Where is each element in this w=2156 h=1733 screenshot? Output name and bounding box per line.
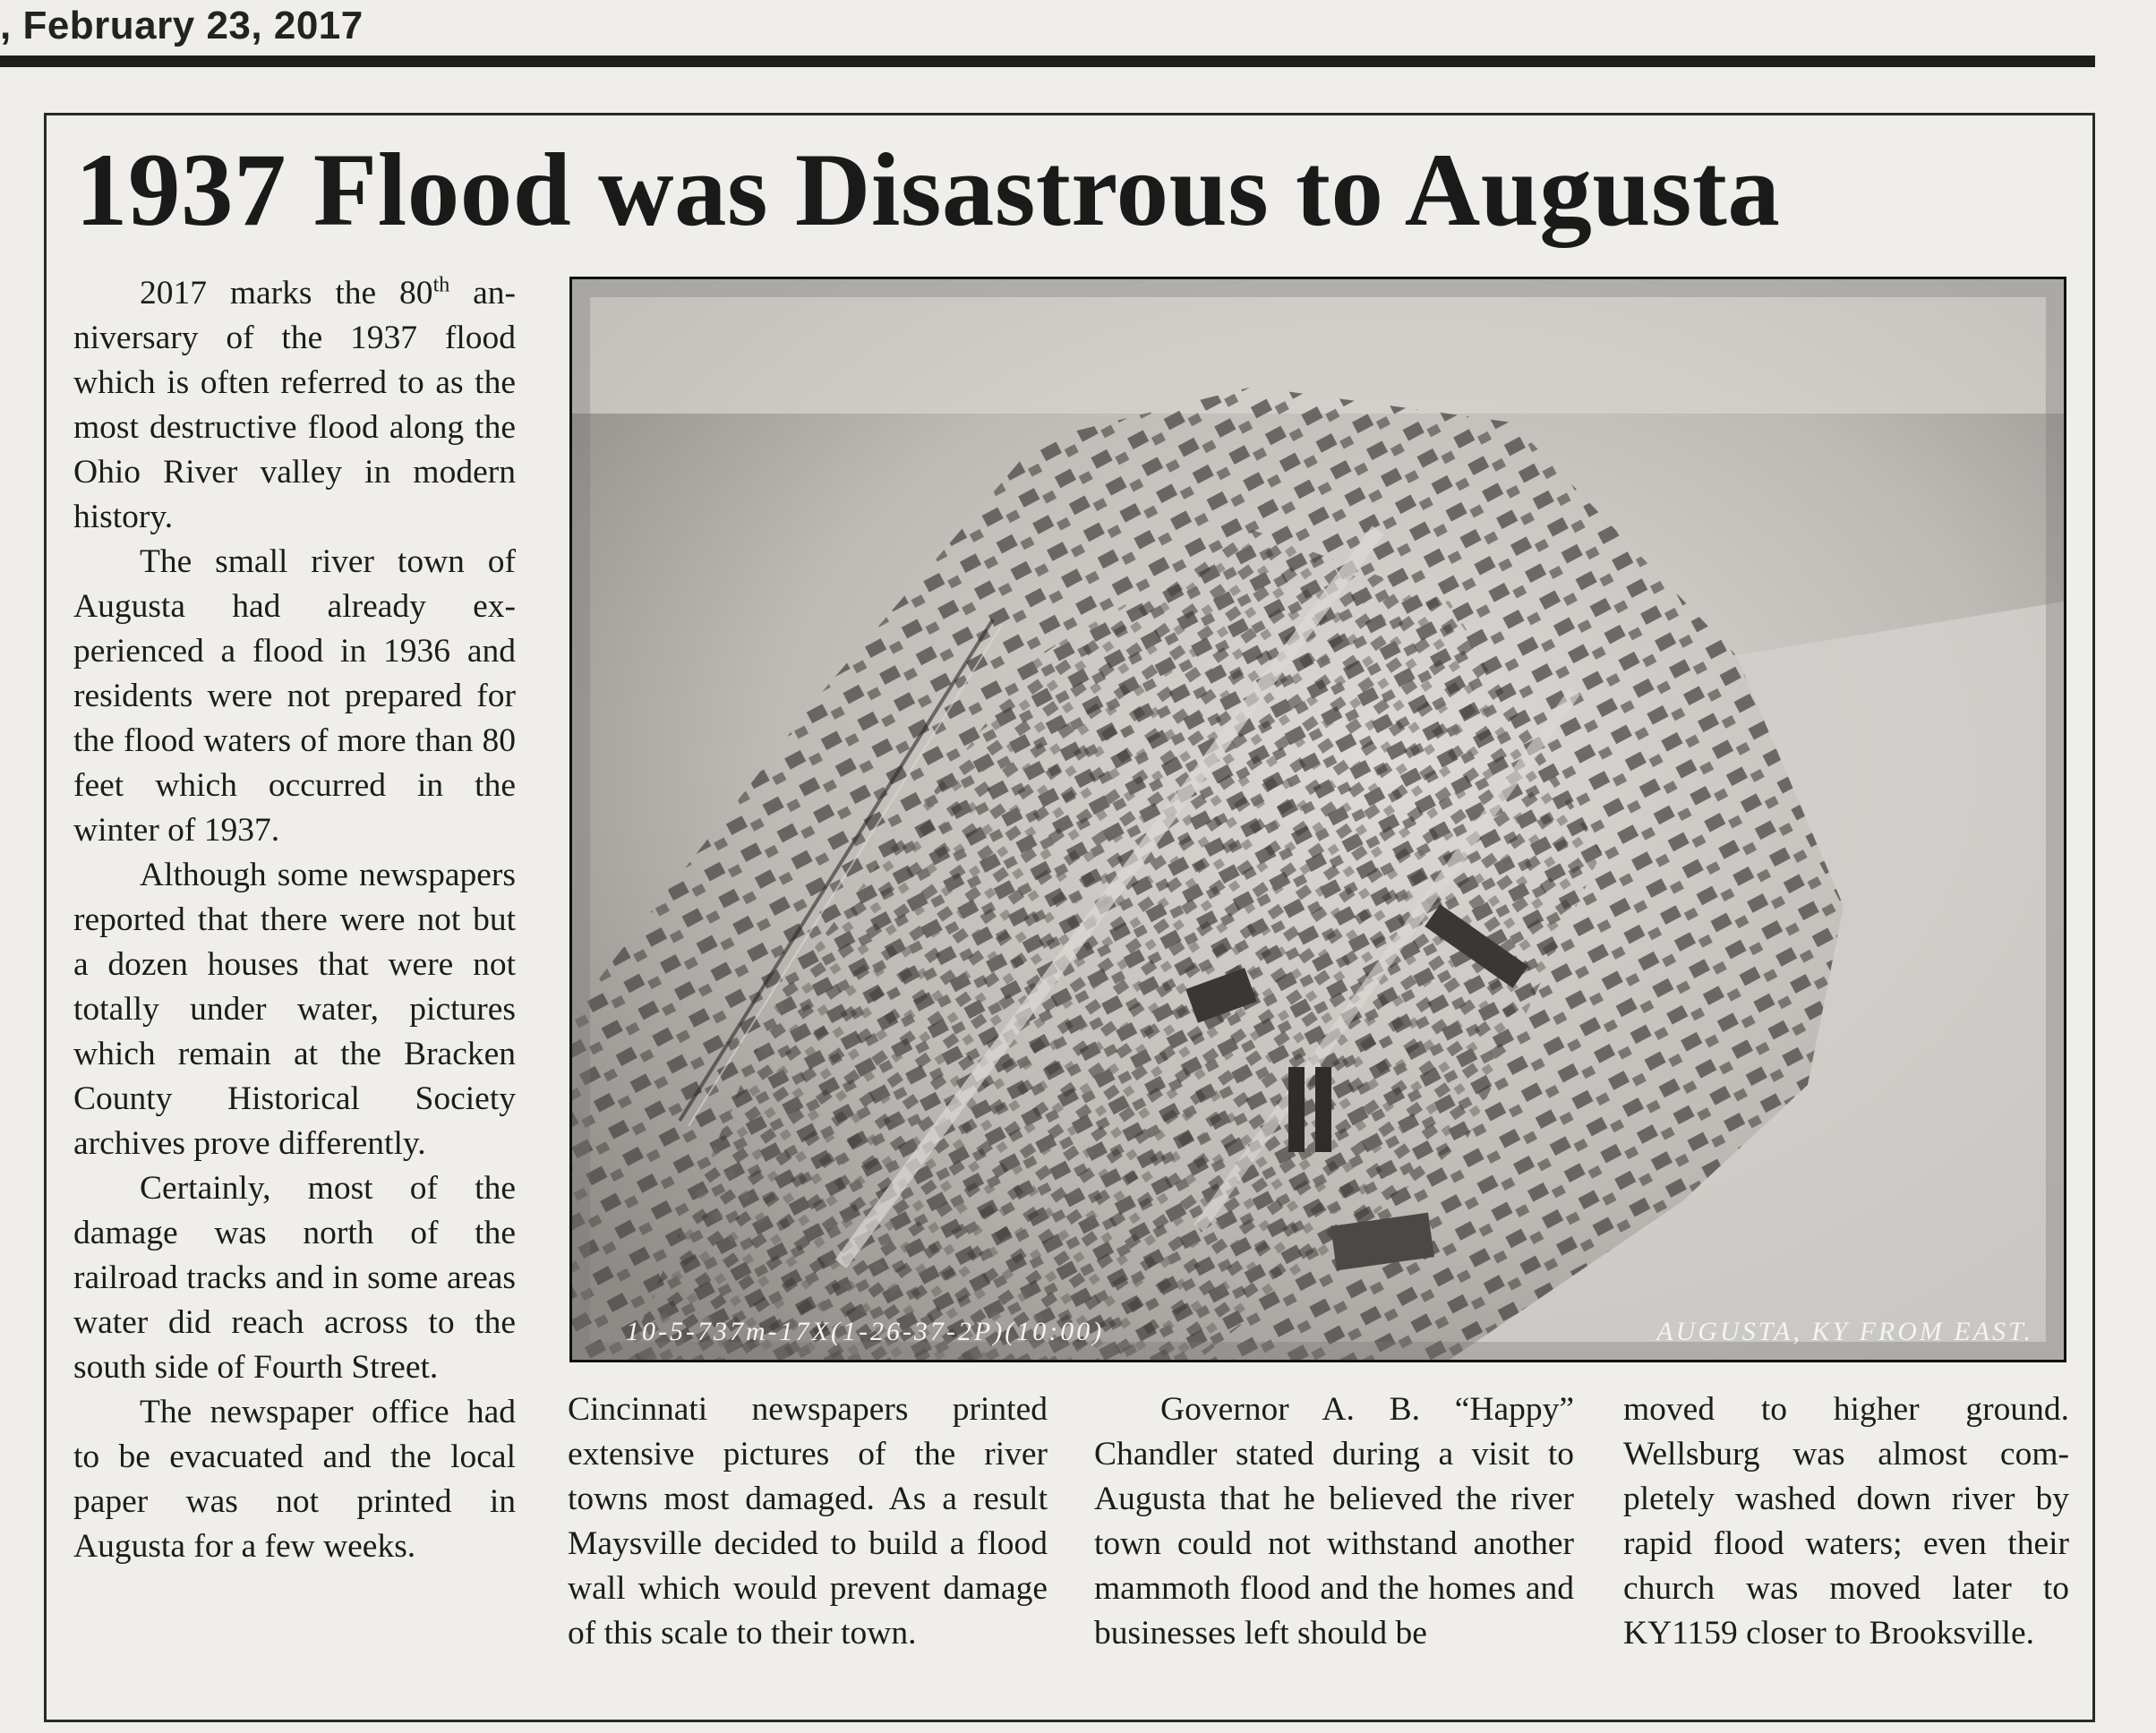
article-headline: 1937 Flood was Disastrous to Augusta (75, 132, 1781, 248)
paragraph-4: Certainly, most of the damage was north of the railroad tracks and in some areas water did reach across to the south side of Fourth Street. (73, 1170, 516, 1386)
paragraph-7: Governor A. B. “Happy” Chandler stated during a visit to Augusta that he believed the river town could not withstand another mammoth flood and the homes and businesses left should be (1094, 1391, 1574, 1652)
paragraph-8: moved to higher ground. Wellsburg was almost completely washed down river by rapid flood waters; even their church was moved later to KY1159 closer to Brooksville. (1623, 1391, 2069, 1652)
paragraph-2: The small river town of Augusta had already experienced a flood in 1936 and residents were not prepared for the flood waters of more than 80 feet which occurred in the winter of 1937. (73, 543, 516, 849)
photo-caption-right: AUGUSTA, KY FROM EAST. (1656, 1317, 2033, 1346)
article-column-1 (73, 271, 516, 1569)
article-column-3 (1094, 1387, 1574, 1656)
article-column-4 (1623, 1387, 2069, 1656)
paragraph-6: Cincinnati newspapers printed extensive pictures of the river towns most damaged. As a result Maysville decided to build a flood wall which would prevent damage of this scale to their town. (568, 1391, 1048, 1652)
ordinal-superscript: th (432, 273, 450, 297)
aerial-flood-photo (569, 277, 2066, 1362)
photo-caption-left: 10-5-737m-17X(1-26-37-2P)(10:00) (626, 1317, 1105, 1346)
paragraph-5: The newspaper office had to be evacuated and the local paper was not printed in Augusta for a few weeks. (73, 1394, 516, 1565)
header-rule (0, 55, 2095, 67)
paragraph-3: Although some newspapers reported that there were not but a dozen houses that were not totally under water, pictures which remain at the Bracken County Historical Society archives prove differently. (73, 857, 516, 1162)
photo-image (572, 279, 2064, 1360)
article-column-2 (568, 1387, 1048, 1656)
paragraph-1: 2017 marks the 80th anniversary of the 1937 flood which is often referred to as the most destructive flood along the Ohio River valley in modern history. (73, 273, 516, 535)
issue-date: , February 23, 2017 (0, 4, 364, 47)
